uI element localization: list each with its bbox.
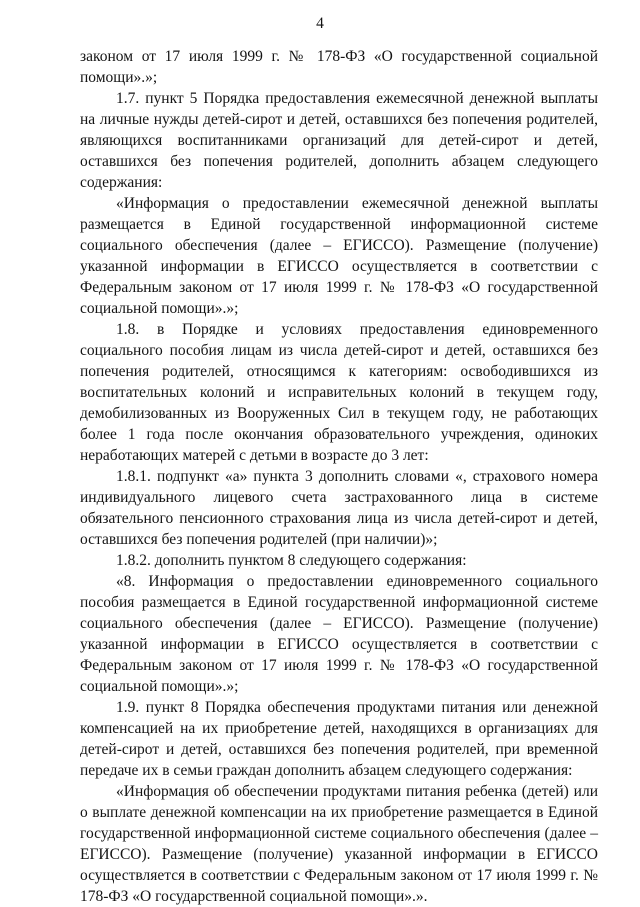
paragraph-1-8: 1.8. в Порядке и условиях предоставления единовременного социального пособия лицам из числа детей-сирот и детей, оставшихся без попечения родителей, относящимся к категориям: освободившихся из воспитательных колоний и исправительных колоний в текущем году, демобилизованных из Вооруженных Сил в текущем году, не работающих более 1 года после окончания образовательного учреждения, одиноких неработающих матерей с детьми в возрасте до 3 лет: [80, 321, 598, 464]
paragraph-1-7-quote: «Информация о предоставлении ежемесячной денежной выплаты размещается в Единой государственной информационной системе социального обеспечения (далее – ЕГИССО). Размещение (получение) указанной информации в ЕГИССО осуществляется в соответствии с Федеральным законом от 17 июля 1999 г. № 178-ФЗ «О государственной социальной помощи».»; [80, 195, 598, 317]
paragraph-1-9: 1.9. пункт 8 Порядка обеспечения продуктами питания или денежной компенсацией на их приобретение детей, находящихся в организациях для детей-сирот и детей, оставшихся без попечения родителей, при временной передаче их в семьи граждан дополнить абзацем следующего содержания: [80, 699, 598, 779]
paragraph-1-8-2: 1.8.2. дополнить пунктом 8 следующего содержания: [116, 552, 467, 569]
paragraph-continuation: законом от 17 июля 1999 г. № 178-ФЗ «О государственной социальной помощи».»; [80, 48, 598, 86]
paragraph-1-9-quote: «Информация об обеспечении продуктами питания ребенка (детей) или о выплате денежной компенсации на их приобретение размещается в Единой государственной информационной системе социального обеспечения (далее – ЕГИССО). Размещение (получение) указанной информации в ЕГИССО осуществляется в соответствии с Федеральным законом от 17 июля 1999 г. № 178-ФЗ «О государственной социальной помощи».». [80, 783, 598, 905]
document-body [80, 46, 598, 907]
paragraph-1-8-1: 1.8.1. подпункт «а» пункта 3 дополнить словами «, страхового номера индивидуального лицевого счета застрахованного лица в системе обязательного пенсионного страхования лица из числа детей-сирот и детей, оставшихся без попечения родителей (при наличии)»; [80, 468, 598, 548]
paragraph-1-8-2-quote: «8. Информация о предоставлении единовременного социального пособия размещается в Единой государственной информационной системе социального обеспечения (далее – ЕГИССО). Размещение (получение) указанной информации в ЕГИССО осуществляется в соответствии с Федеральным законом от 17 июля 1999 г. № 178-ФЗ «О государственной социальной помощи».»; [80, 573, 598, 695]
page-number: 4 [316, 15, 324, 32]
paragraph-1-7: 1.7. пункт 5 Порядка предоставления ежемесячной денежной выплаты на личные нужды детей-сирот и детей, оставшихся без попечения родителей, являющихся воспитанниками организаций для детей-сирот и детей, оставшихся без попечения родителей, дополнить абзацем следующего содержания: [80, 90, 598, 191]
